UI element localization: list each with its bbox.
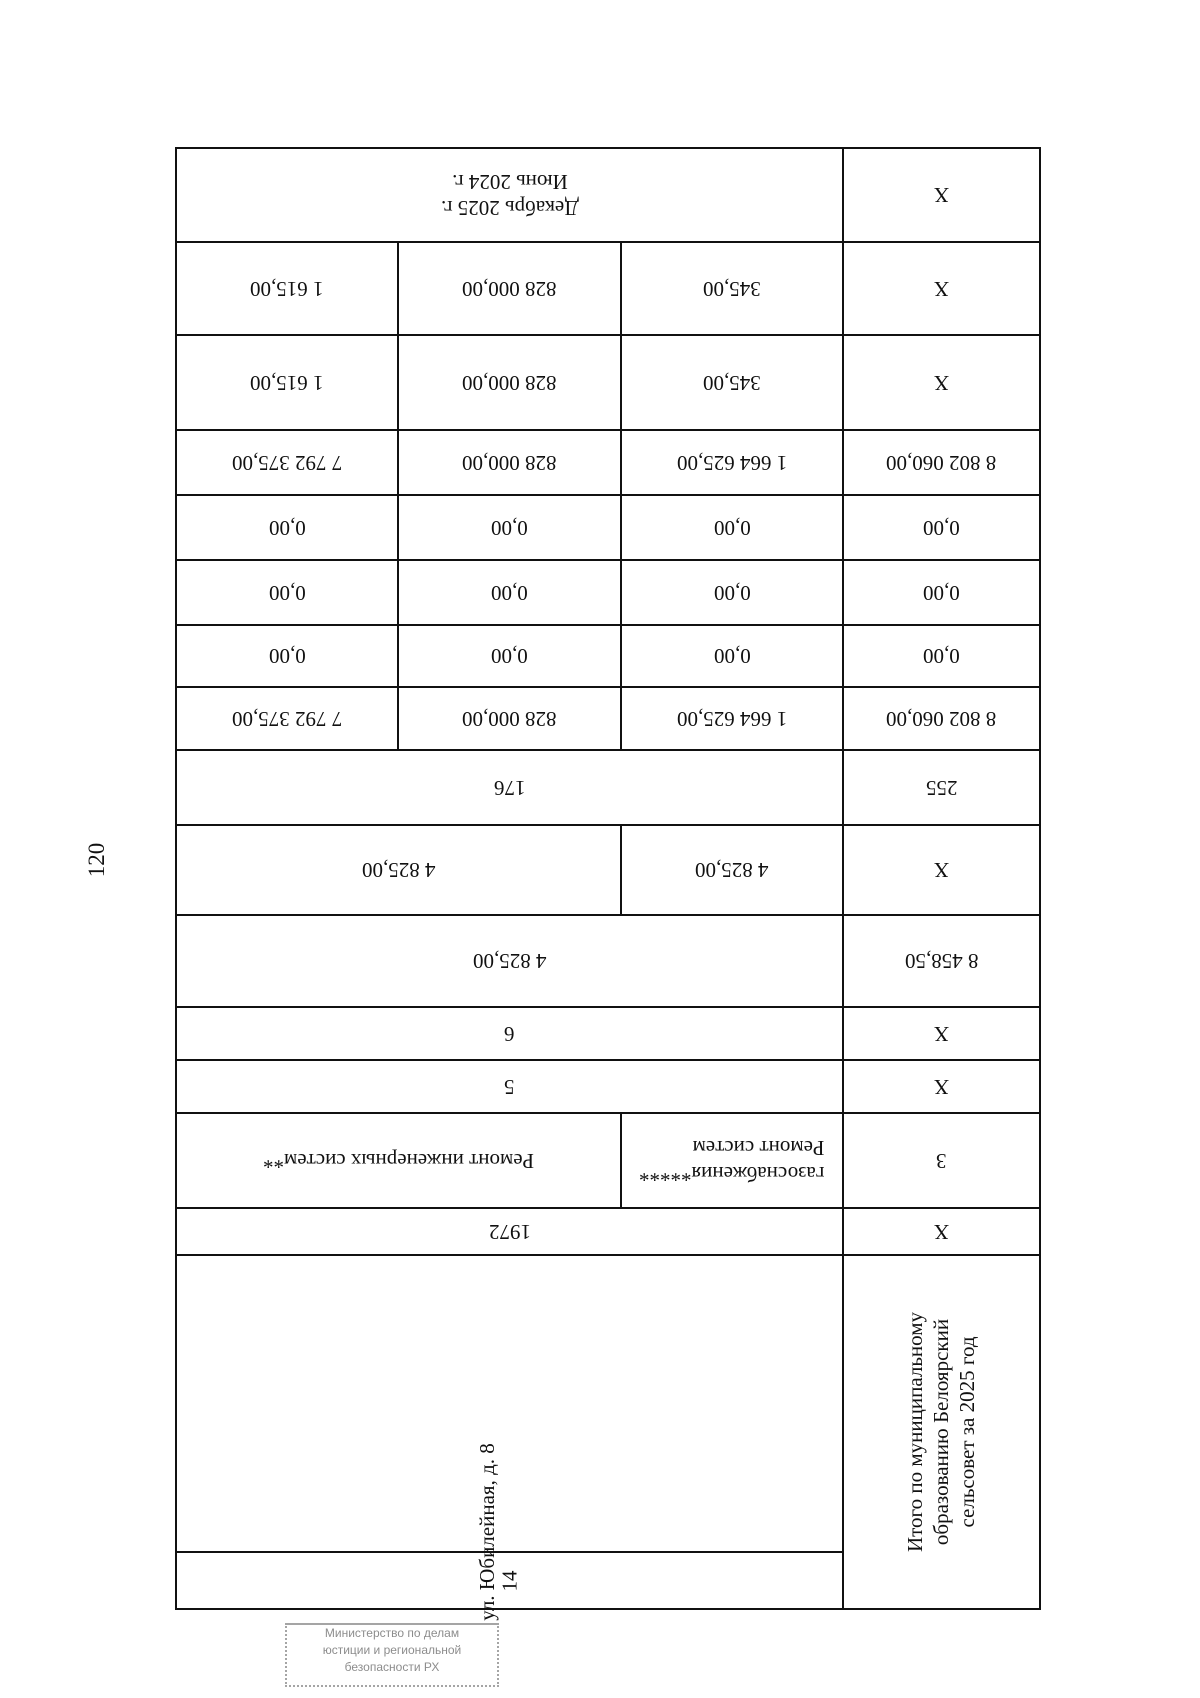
row-col6: 6	[504, 1021, 515, 1046]
gas-unit-cost: 345,00	[703, 370, 761, 395]
row-col5: 5	[504, 1074, 515, 1099]
row-number: 14	[497, 1570, 522, 1591]
eng-unit-cost: 828 000,00	[462, 370, 557, 395]
gas-fund2: 0,00	[713, 580, 751, 605]
total-col7: 8 458,50	[904, 949, 979, 973]
total-title-line: сельсовет за 2025 год	[955, 1336, 980, 1528]
work-name-line: газоснабжения*****	[639, 1161, 825, 1186]
gas-limit-cost: 345,00	[703, 276, 761, 301]
gas-total-cost: 1 664 625,00	[676, 706, 788, 731]
address-cell: ул. Юбилейная, д. 8	[475, 1443, 500, 1621]
eng-col8: 4 825,00	[361, 858, 436, 882]
total-owners: 8 802 060,00	[886, 450, 997, 475]
sum-fund3: 0,00	[268, 515, 306, 540]
total-col8: X	[933, 858, 950, 882]
total-col6: X	[933, 1021, 950, 1046]
total-title	[844, 1256, 1039, 1608]
sum-owners: 7 792 375,00	[231, 450, 343, 475]
stamp-line: Министерство по делам	[324, 1626, 460, 1640]
gas-col8: 4 825,00	[695, 858, 769, 882]
total-col5: X	[933, 1074, 950, 1099]
eng-fund3: 0,00	[491, 515, 528, 540]
eng-limit-cost: 828 000,00	[462, 276, 557, 301]
row-col7: 4 825,00	[472, 949, 547, 973]
total-title-line: Итого по муниципальному	[903, 1311, 928, 1553]
stamp-line: юстиции и региональной	[322, 1643, 462, 1657]
total-fund3: 0,00	[923, 515, 960, 540]
work-name-line: Ремонт систем	[692, 1135, 825, 1160]
housing-repair-table	[175, 147, 1041, 1621]
page-number: 120	[84, 842, 109, 878]
eng-fund2: 0,00	[491, 580, 528, 605]
total-limit-cost: X	[933, 276, 950, 301]
eng-owners: 828 000,00	[462, 450, 557, 475]
total-unit-cost: X	[933, 370, 950, 395]
gas-fund1: 0,00	[713, 644, 751, 668]
period-line: Декабрь 2025 г.	[440, 196, 579, 220]
total-period: X	[933, 183, 950, 207]
period-line: Июнь 2024 г.	[451, 170, 568, 194]
stamp-line: безопасности РХ	[344, 1660, 440, 1674]
eng-fund1: 0,00	[491, 644, 528, 668]
sum-fund1: 0,00	[268, 644, 306, 668]
work-gas-name	[622, 1114, 842, 1207]
sum-total-cost: 7 792 375,00	[231, 706, 343, 731]
row-col9: 176	[493, 775, 526, 800]
work-eng-name: Ремонт инженерных систем**	[262, 1148, 535, 1173]
sum-unit-cost: 1 615,00	[250, 370, 324, 395]
total-fund1: 0,00	[923, 644, 960, 668]
gas-fund3: 0,00	[713, 515, 751, 540]
total-total-cost: 8 802 060,00	[886, 706, 997, 731]
sum-fund2: 0,00	[268, 580, 306, 605]
total-year: X	[933, 1219, 950, 1244]
sum-limit-cost: 1 615,00	[250, 276, 324, 301]
total-col9: 255	[925, 775, 958, 800]
total-work-code: 3	[936, 1148, 947, 1173]
eng-total-cost: 828 000,00	[462, 706, 557, 731]
total-fund2: 0,00	[923, 580, 960, 605]
total-title-line: образованию Белоярский	[929, 1318, 954, 1546]
gas-owners: 1 664 625,00	[676, 450, 788, 475]
registration-stamp	[285, 1623, 499, 1687]
build-year: 1972	[488, 1219, 531, 1244]
work-period	[177, 149, 842, 241]
